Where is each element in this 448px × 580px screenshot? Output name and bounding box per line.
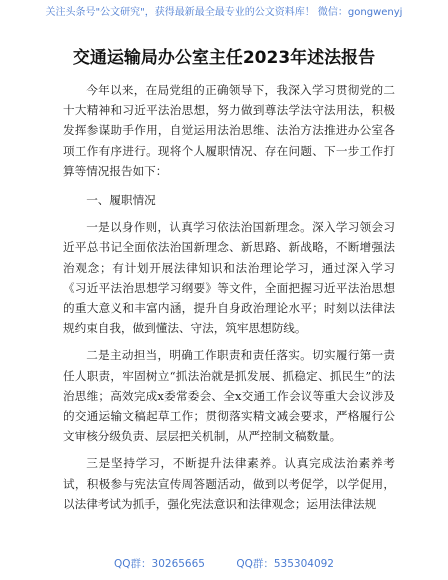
header-banner: 关注头条号"公文研究"，获得最新最全最专业的公文资料库！ 微信：gongwenyj <box>45 7 403 18</box>
intro-paragraph: 今年以来，在局党组的正确领导下，我深入学习贯彻党的二十大精神和习近平法治思想，努力做到尊法学法守法用法，积极发挥参谋助手作用，自觉运用法治思维、法治方法推进办公室各项工作有序进行。现将个人履职情况、存在问题、下一步工作打算等情况报告如下： <box>63 83 395 178</box>
body-paragraph-1: 一是以身作则，认真学习依法治国新理念。深入学习领会习近平总书记全面依法治国新理念、新思路、新战略，不断增强法治观念；有计划开展法律知识和法治理论学习，通过深入学习《习近平法治思想学习纲要》等文件，全面把握习近平法治思想的重大意义和丰富内涵，提升自身政治理论水平；时刻以法律法规约束自我，做到懂法、守法，筑牢思想防线。 <box>63 220 395 336</box>
document-body <box>63 80 395 514</box>
document-title: 交通运输局办公室主任2023年述法报告 <box>72 48 376 68</box>
qq-group-2: QQ群：535304092 <box>236 558 334 570</box>
body-paragraph-3: 三是坚持学习，不断提升法律素养。认真完成法治素养考试，积极参与宪法宣传周答题活动，做到以考促学，以学促用，以法律考试为抓手，强化宪法意识和法律观念；运用法律法规 <box>63 456 395 511</box>
qq-group-1: QQ群：30265665 <box>114 558 205 570</box>
footer-contacts <box>0 556 448 572</box>
section-heading: 一、履职情况 <box>86 193 156 208</box>
body-paragraph-2: 二是主动担当，明确工作职责和责任落实。切实履行第一责任人职责，牢固树立“抓法治就是抓发展、抓稳定、抓民生”的法治思维；高效完成x委常委会、全x交通工作会议等重大会议涉及的交通运输文稿起草工作；贯彻落实精文减会要求，严格履行公文审核分级负责、层层把关机制，从严控制文稿数量。 <box>63 348 395 444</box>
